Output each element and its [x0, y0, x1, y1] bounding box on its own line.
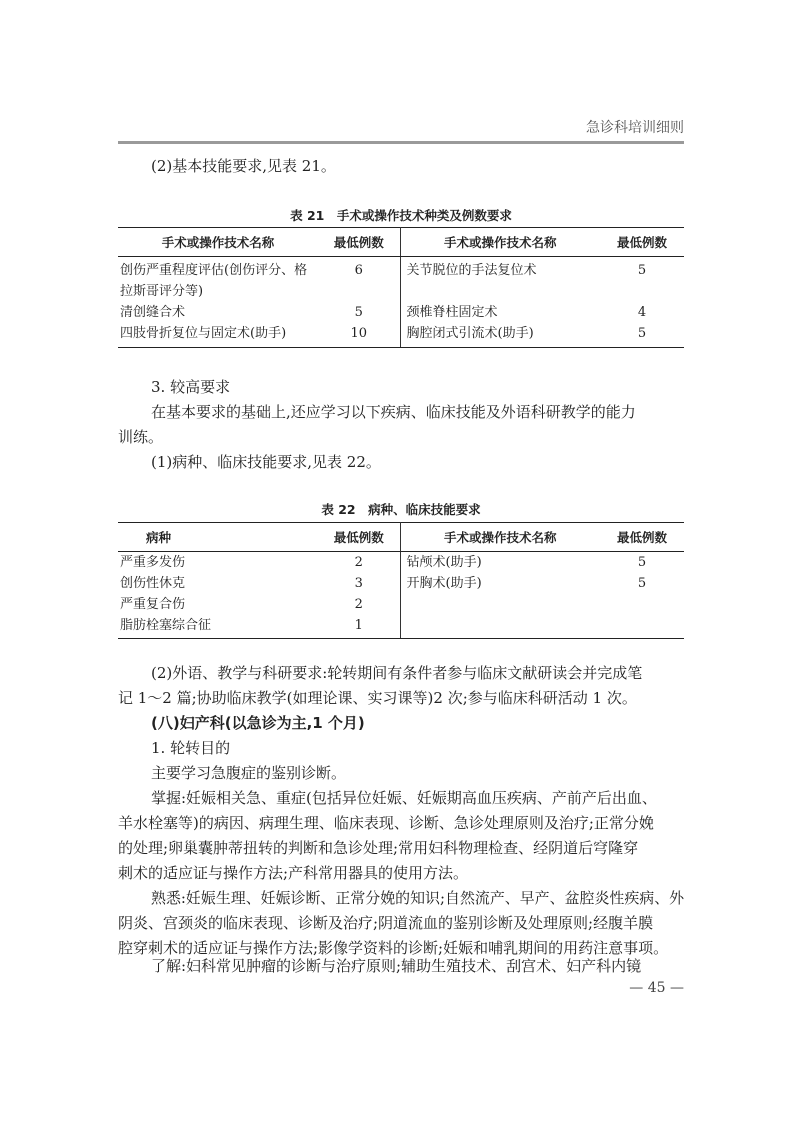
paragraph-line: 掌握:妊娠相关急、重症(包括异位妊娠、妊娠期高血压疾病、产前产后出血、: [151, 789, 657, 807]
section-heading-advanced: 3. 较高要求: [151, 378, 231, 396]
table-header-row: [118, 228, 684, 257]
cell-text-line: 拉斯哥评分等): [120, 284, 204, 299]
table-cell: 开胸术(助手): [406, 576, 482, 591]
paragraph-line: 训练。: [118, 428, 164, 446]
table-cell: 5: [600, 323, 684, 348]
table-cell: 四肢骨折复位与固定术(助手): [118, 323, 318, 348]
table-cell: [400, 594, 600, 615]
column-header: 最低例数: [318, 228, 400, 257]
table-row: [118, 323, 684, 348]
table-cell: 关节脱位的手法复位术: [406, 263, 537, 278]
table-22-caption: 表 22 病种、临床技能要求: [321, 502, 481, 517]
column-header: 病种: [118, 523, 318, 552]
subheading-rotation-goal: 1. 轮转目的: [151, 739, 231, 757]
table-row: [118, 302, 684, 323]
table-cell: 颈椎脊柱固定术: [406, 305, 498, 320]
column-header: 手术或操作技术名称: [400, 228, 600, 257]
table-cell: 4: [637, 305, 647, 320]
table-cell: 1: [318, 615, 400, 639]
table-cell: 2: [318, 594, 400, 615]
running-title: 急诊科培训细则: [586, 120, 684, 136]
paragraph-line: 在基本要求的基础上,还应学习以下疾病、临床技能及外语科研教学的能力: [151, 403, 636, 421]
paragraph-line: 刺术的适应证与操作方法;产科常用器具的使用方法。: [118, 864, 469, 882]
table-cell: [118, 257, 318, 303]
table-cell: 3: [318, 573, 400, 594]
column-header: 最低例数: [318, 523, 400, 552]
paragraph-line: 主要学习急腹症的鉴别诊断。: [151, 764, 347, 782]
header-rule: [118, 141, 684, 144]
table-cell: 严重复合伤: [120, 597, 186, 612]
table-cell: 清创缝合术: [120, 305, 186, 320]
column-header: 手术或操作技术名称: [400, 523, 600, 552]
paragraph-line: (2)外语、教学与科研要求:轮转期间有条件者参与临床文献研读会并完成笔: [151, 664, 643, 682]
table-cell: 胸腔闭式引流术(助手): [400, 323, 600, 348]
section-heading-obstetrics: (八)妇产科(以急诊为主,1 个月): [151, 714, 365, 732]
table-cell: 5: [637, 555, 647, 570]
table-cell: [400, 615, 600, 639]
column-header: 最低例数: [600, 523, 684, 552]
table-cell: 6: [318, 257, 400, 303]
paragraph-line: 羊水栓塞等)的病因、病理生理、临床表现、诊断、急诊处理原则及治疗;正常分娩: [118, 814, 654, 832]
paragraph-line: 了解:妇科常见肿瘤的诊断与治疗原则;辅助生殖技术、刮宫术、妇产科内镜: [151, 957, 642, 975]
paragraph-line: 记 1～2 篇;协助临床教学(如理论课、实习课等)2 次;参与临床科研活动 1 次。: [118, 689, 637, 707]
paragraph-line: 阴炎、宫颈炎的临床表现、诊断及治疗;阴道流血的鉴别诊断及处理原则;经腹羊膜: [118, 914, 654, 932]
table-row: [118, 552, 684, 574]
table-cell: 严重多发伤: [120, 555, 186, 570]
table-cell: 10: [318, 323, 400, 348]
table-cell: 5: [637, 576, 647, 591]
table-22: [118, 522, 684, 639]
table-row: [118, 594, 684, 615]
table-row: [118, 257, 684, 303]
table-header-row: [118, 523, 684, 552]
paragraph-line: 的处理;卵巢囊肿蒂扭转的判断和急诊处理;常用妇科物理检查、经阴道后穹隆穿: [118, 839, 639, 857]
table-row: [118, 573, 684, 594]
table-cell: 钻颅术(助手): [406, 555, 482, 570]
table-row: [118, 615, 684, 639]
cell-text-line: 创伤严重程度评估(创伤评分、格: [120, 263, 308, 278]
table-cell: 2: [318, 552, 400, 574]
paragraph-basic-skills: (2)基本技能要求,见表 21。: [151, 157, 336, 175]
table-cell: 创伤性休克: [120, 576, 186, 591]
table-cell: 脂肪栓塞综合征: [118, 615, 318, 639]
table-cell: 5: [637, 263, 647, 278]
page-number: — 45 —: [629, 980, 684, 996]
column-header: 手术或操作技术名称: [118, 228, 318, 257]
table-cell: [600, 615, 684, 639]
table-cell: 5: [318, 302, 400, 323]
paragraph-line: 熟悉:妊娠生理、妊娠诊断、正常分娩的知识;自然流产、早产、盆腔炎性疾病、外: [151, 889, 685, 907]
paragraph-line: (1)病种、临床技能要求,见表 22。: [151, 453, 381, 471]
table-21: [118, 227, 684, 348]
table-21-caption: 表 21 手术或操作技术种类及例数要求: [290, 208, 512, 223]
column-header: 最低例数: [600, 228, 684, 257]
table-cell: [600, 594, 684, 615]
paragraph-line: 腔穿刺术的适应证与操作方法;影像学资料的诊断;妊娠和哺乳期间的用药注意事项。: [118, 939, 669, 957]
